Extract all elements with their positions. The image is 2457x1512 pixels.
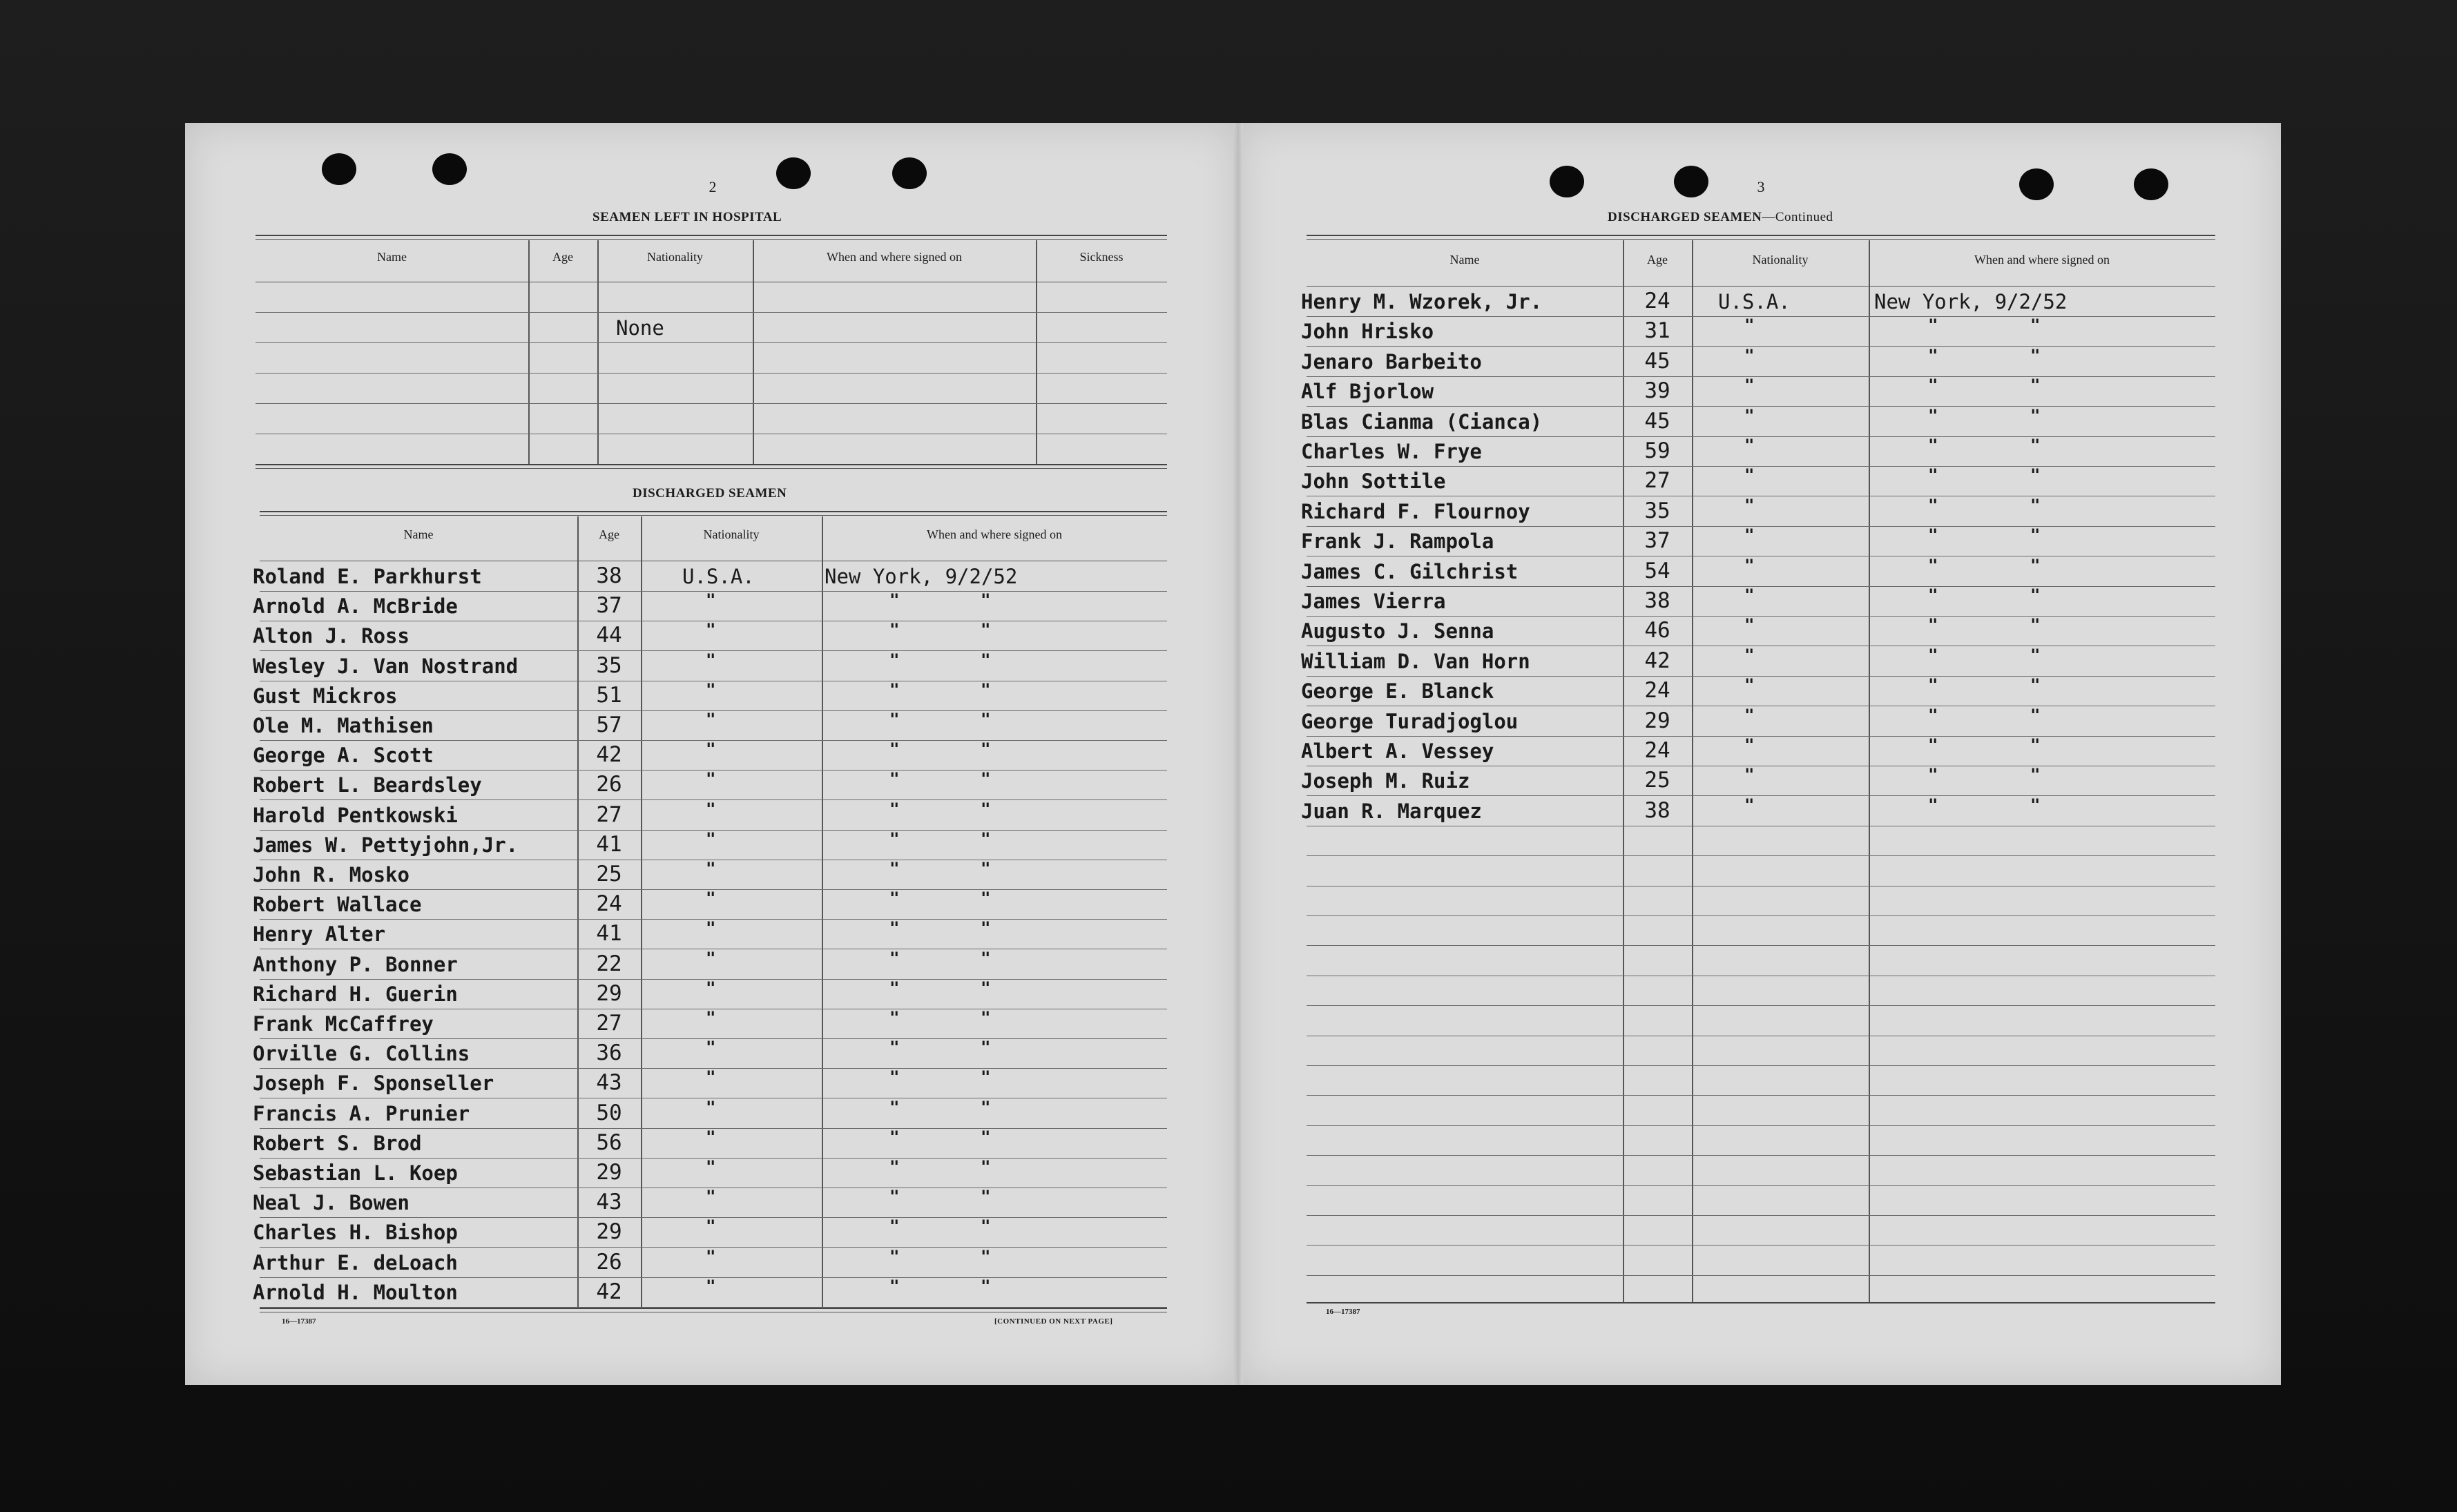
hospital-header-sickness: Sickness [1079,250,1124,264]
seaman-age: 31 [1644,318,1670,343]
punch-hole [892,157,927,189]
ditto-mark: " [2030,556,2041,575]
seaman-age: 26 [596,1250,622,1274]
ditto-mark: " [1928,556,1938,575]
ditto-mark: " [981,859,991,878]
ditto-mark: " [1928,646,1938,665]
ditto-mark: " [981,1127,991,1147]
ditto-mark: " [1744,585,1755,605]
seaman-age: 29 [596,1160,622,1185]
ditto-mark: " [889,1008,900,1027]
seaman-age: 42 [1644,648,1670,673]
ditto-mark: " [2030,465,2041,485]
seaman-name: Albert A. Vessey [1301,739,1494,763]
ditto-mark: " [889,680,900,699]
ditto-mark: " [2030,646,2041,665]
ditto-mark: " [981,769,991,788]
ditto-mark: " [706,590,716,610]
ditto-mark: " [981,620,991,639]
seaman-name: James Vierra [1301,590,1446,613]
punch-hole [322,153,356,185]
seaman-signed-on: New York, 9/2/52 [1874,290,2068,313]
form-number: 16—17387 [282,1317,316,1326]
ditto-mark: " [981,1247,991,1266]
ditto-mark: " [981,1217,991,1236]
ditto-mark: " [889,1098,900,1117]
seaman-name: John Sottile [1301,469,1446,493]
ditto-mark: " [706,1217,716,1236]
seaman-nationality: U.S.A. [1718,290,1791,313]
seaman-name: George A. Scott [253,744,434,767]
seaman-name: George Turadjoglou [1301,710,1519,733]
row-line [1307,526,2215,527]
row-line [1307,945,2215,946]
seaman-name: Richard F. Flournoy [1301,500,1530,523]
ditto-mark: " [981,1157,991,1176]
discharged-continued-title-main: DISCHARGED SEAMEN [1608,210,1762,224]
seaman-name: James C. Gilchrist [1301,560,1519,583]
ditto-mark: " [706,769,716,788]
punch-hole [2134,168,2168,200]
ditto-mark: " [981,1008,991,1027]
row-line [1307,1155,2215,1156]
ditto-mark: " [1928,585,1938,605]
ditto-mark: " [1928,406,1938,425]
seaman-name: Robert Wallace [253,893,422,916]
ditto-mark: " [706,1008,716,1027]
ditto-mark: " [889,769,900,788]
seaman-age: 59 [1644,438,1670,463]
seaman-name: Alton J. Ross [253,624,410,648]
ditto-mark: " [981,1187,991,1206]
ditto-mark: " [1928,795,1938,815]
ditto-mark: " [981,799,991,819]
ditto-mark: " [706,680,716,699]
ditto-mark: " [889,1067,900,1087]
ditto-mark: " [2030,406,2041,425]
row-line [1307,676,2215,677]
ditto-mark: " [981,1277,991,1296]
row-line [1307,915,2215,916]
hospital-header-nationality: Nationality [647,250,703,264]
ditto-mark: " [889,949,900,968]
ditto-mark: " [889,1217,900,1236]
seaman-name: Henry Alter [253,922,386,946]
punch-hole [1674,166,1708,197]
seaman-name: Joseph F. Sponseller [253,1072,494,1095]
seaman-age: 24 [1644,678,1670,703]
right-header-signed-on: When and where signed on [1974,253,2110,266]
ditto-mark: " [706,1187,716,1206]
seaman-age: 29 [1644,708,1670,733]
ditto-mark: " [981,1038,991,1057]
seaman-name: Frank J. Rampola [1301,530,1494,553]
seaman-age: 35 [596,653,622,678]
hospital-row-line [256,373,1167,374]
seaman-name: John R. Mosko [253,863,410,886]
form-number: 16—17387 [1326,1308,1360,1316]
seaman-age: 45 [1644,349,1670,374]
hospital-header-signed-on: When and where signed on [827,250,962,264]
seaman-name: Henry M. Wzorek, Jr. [1301,290,1543,313]
seaman-age: 39 [1644,378,1670,403]
ditto-mark: " [889,978,900,998]
seaman-age: 37 [596,593,622,618]
page-number: 2 [709,178,717,195]
ditto-mark: " [981,1067,991,1087]
hospital-bottom-rule-2 [256,468,1167,469]
ditto-mark: " [889,1187,900,1206]
hospital-top-rule-2 [256,239,1167,240]
hospital-row-line [256,403,1167,404]
ditto-mark: " [1744,675,1755,695]
hospital-col-divider [597,240,599,464]
ditto-mark: " [981,889,991,908]
row-line [1307,406,2215,407]
right-bottom-rule [1307,1302,2215,1303]
ditto-mark: " [706,1277,716,1296]
ditto-mark: " [2030,496,2041,515]
seaman-age: 35 [1644,498,1670,523]
ditto-mark: " [1928,615,1938,634]
hospital-col-divider [753,240,754,464]
row-line [1307,586,2215,587]
ditto-mark: " [1928,316,1938,335]
ditto-mark: " [889,739,900,759]
seaman-name: John Hrisko [1301,320,1434,343]
ditto-mark: " [1928,346,1938,365]
seaman-age: 54 [1644,559,1670,583]
ditto-mark: " [1928,706,1938,725]
ditto-mark: " [981,680,991,699]
seaman-age: 42 [596,1279,622,1304]
ditto-mark: " [706,1127,716,1147]
row-line [1307,1275,2215,1276]
row-line [1307,736,2215,737]
right-col-divider [1692,240,1693,1302]
seaman-age: 24 [596,891,622,916]
seaman-age: 29 [596,1219,622,1244]
seaman-name: Augusto J. Senna [1301,619,1494,643]
right-header-rule [1307,286,2215,287]
right-col-divider [1869,240,1870,1302]
ditto-mark: " [2030,615,2041,634]
discharged-col-divider [641,516,642,1308]
punch-hole [776,157,811,189]
seaman-name: Robert S. Brod [253,1132,422,1155]
ditto-mark: " [889,620,900,639]
seaman-name: Gust Mickros [253,684,398,708]
ditto-mark: " [706,1098,716,1117]
hospital-header-age: Age [552,250,573,264]
ditto-mark: " [2030,436,2041,455]
seaman-name: Charles H. Bishop [253,1221,458,1244]
ditto-mark: " [981,590,991,610]
seaman-age: 24 [1644,289,1670,313]
row-line [1307,376,2215,377]
ditto-mark: " [2030,735,2041,755]
ditto-mark: " [889,918,900,938]
ditto-mark: " [1928,496,1938,515]
ditto-mark: " [1928,765,1938,784]
seaman-name: William D. Van Horn [1301,650,1530,673]
ditto-mark: " [706,650,716,670]
seaman-name: Alf Bjorlow [1301,380,1434,403]
ditto-mark: " [981,918,991,938]
ditto-mark: " [706,829,716,849]
seaman-name: Sebastian L. Koep [253,1161,458,1185]
hospital-col-divider [528,240,530,464]
ditto-mark: " [1744,376,1755,395]
discharged-continued-title-suffix: —Continued [1762,210,1833,224]
row-line [1307,436,2215,437]
ditto-mark: " [1744,316,1755,335]
ditto-mark: " [1744,706,1755,725]
punch-hole [432,153,467,185]
ditto-mark: " [1744,765,1755,784]
seaman-age: 25 [596,862,622,886]
seaman-age: 56 [596,1130,622,1155]
ditto-mark: " [889,1127,900,1147]
right-header-nationality: Nationality [1752,253,1809,266]
ditto-mark: " [1744,465,1755,485]
seaman-name: Arthur E. deLoach [253,1251,458,1274]
seaman-age: 22 [596,951,622,976]
punch-hole [1550,166,1584,197]
ditto-mark: " [2030,765,2041,784]
seaman-name: Robert L. Beardsley [253,773,482,797]
ditto-mark: " [981,829,991,849]
row-line [1307,1005,2215,1006]
seaman-name: Richard H. Guerin [253,982,458,1006]
ditto-mark: " [706,949,716,968]
row-line [1307,1245,2215,1246]
ditto-mark: " [706,1247,716,1266]
seaman-name: Ole M. Mathisen [253,714,434,737]
row-line [1307,1125,2215,1126]
seaman-name: Arnold H. Moulton [253,1281,458,1304]
ditto-mark: " [706,799,716,819]
seaman-age: 42 [596,742,622,767]
row-line [1307,346,2215,347]
discharged-top-rule-2 [260,515,1167,516]
seaman-name: Francis A. Prunier [253,1102,470,1125]
ditto-mark: " [2030,525,2041,545]
ditto-mark: " [1928,525,1938,545]
seaman-age: 38 [1644,588,1670,613]
seaman-age: 43 [596,1070,622,1095]
ditto-mark: " [981,978,991,998]
seaman-name: Charles W. Frye [1301,440,1482,463]
row-line [1307,1185,2215,1186]
ditto-mark: " [1744,496,1755,515]
ditto-mark: " [1744,735,1755,755]
hospital-top-rule [256,235,1167,236]
ditto-mark: " [2030,316,2041,335]
ditto-mark: " [706,918,716,938]
seaman-name: Jenaro Barbeito [1301,350,1482,374]
punch-hole [2019,168,2054,200]
ditto-mark: " [706,978,716,998]
ditto-mark: " [981,949,991,968]
ditto-mark: " [1744,615,1755,634]
ditto-mark: " [1928,465,1938,485]
ditto-mark: " [981,1098,991,1117]
ditto-mark: " [1744,525,1755,545]
discharged-col-divider [822,516,823,1308]
ditto-mark: " [889,799,900,819]
seaman-age: 46 [1644,618,1670,643]
discharged-header-age: Age [599,527,619,541]
ditto-mark: " [889,859,900,878]
ditto-mark: " [889,1038,900,1057]
hospital-section-title: SEAMEN LEFT IN HOSPITAL [592,210,782,224]
ditto-mark: " [1744,646,1755,665]
ditto-mark: " [706,859,716,878]
seaman-age: 36 [596,1040,622,1065]
ditto-mark: " [706,1157,716,1176]
discharged-header-name: Name [403,527,434,541]
seaman-age: 27 [596,802,622,827]
seaman-age: 38 [596,563,622,588]
hospital-row-line [256,342,1167,343]
ditto-mark: " [889,1157,900,1176]
ditto-mark: " [889,1247,900,1266]
page-number: 3 [1757,178,1765,195]
seaman-name: Wesley J. Van Nostrand [253,655,519,678]
ditto-mark: " [2030,346,2041,365]
right-top-rule-2 [1307,239,2215,240]
seaman-name: Arnold A. McBride [253,594,458,618]
seaman-age: 44 [596,623,622,648]
discharged-top-rule [260,511,1167,512]
row-line [1307,1215,2215,1216]
seaman-age: 37 [1644,528,1670,553]
seaman-age: 27 [1644,468,1670,493]
ditto-mark: " [1928,735,1938,755]
ditto-mark: " [889,1277,900,1296]
seaman-age: 38 [1644,798,1670,823]
ditto-mark: " [706,739,716,759]
seaman-nationality: U.S.A. [682,565,755,588]
discharged-bottom-rule [260,1308,1167,1309]
seaman-age: 51 [596,683,622,708]
page-fold [1233,123,1243,1385]
ditto-mark: " [889,829,900,849]
seaman-age: 41 [596,832,622,857]
discharged-header-signed-on: When and where signed on [927,527,1062,541]
seaman-age: 27 [596,1011,622,1036]
ditto-mark: " [889,710,900,729]
row-line [1307,855,2215,856]
ditto-mark: " [1744,406,1755,425]
seaman-name: Anthony P. Bonner [253,953,458,976]
seaman-signed-on: New York, 9/2/52 [825,565,1018,588]
ditto-mark: " [2030,795,2041,815]
ditto-mark: " [981,710,991,729]
seaman-name: Joseph M. Ruiz [1301,769,1470,793]
ditto-mark: " [1928,376,1938,395]
right-top-rule [1307,235,2215,236]
seaman-name: Blas Cianma (Cianca) [1301,410,1543,434]
seaman-name: Harold Pentkowski [253,804,458,827]
ditto-mark: " [706,1038,716,1057]
ditto-mark: " [1744,346,1755,365]
ditto-mark: " [889,590,900,610]
ditto-mark: " [1928,436,1938,455]
seaman-age: 45 [1644,409,1670,434]
discharged-section-title: DISCHARGED SEAMEN [633,486,787,501]
seaman-age: 50 [596,1101,622,1125]
seaman-age: 41 [596,921,622,946]
ditto-mark: " [706,1067,716,1087]
ditto-mark: " [706,889,716,908]
ditto-mark: " [889,650,900,670]
hospital-row-line [256,312,1167,313]
seaman-name: Frank McCaffrey [253,1012,434,1036]
ditto-mark: " [2030,585,2041,605]
ditto-mark: " [2030,675,2041,695]
ditto-mark: " [981,650,991,670]
ditto-mark: " [1744,436,1755,455]
discharged-continued-title [1608,210,1833,225]
seaman-name: Juan R. Marquez [1301,799,1482,823]
ditto-mark: " [981,739,991,759]
discharged-header-nationality: Nationality [703,527,760,541]
seaman-age: 57 [596,713,622,737]
ditto-mark: " [2030,706,2041,725]
row-line [1307,466,2215,467]
ditto-mark: " [1744,556,1755,575]
row-line [1307,616,2215,617]
ditto-mark: " [706,620,716,639]
hospital-entry: None [616,316,664,340]
seaman-age: 29 [596,981,622,1006]
seaman-name: Orville G. Collins [253,1042,470,1065]
ditto-mark: " [706,710,716,729]
continued-note: [CONTINUED ON NEXT PAGE] [994,1317,1113,1326]
ditto-mark: " [1744,795,1755,815]
seaman-age: 25 [1644,768,1670,793]
seaman-name: James W. Pettyjohn,Jr. [253,833,519,857]
seaman-age: 26 [596,772,622,797]
right-header-age: Age [1647,253,1668,266]
row-line [1307,1095,2215,1096]
row-line [1307,795,2215,796]
ditto-mark: " [889,889,900,908]
seaman-age: 24 [1644,738,1670,763]
seaman-age: 43 [596,1190,622,1214]
hospital-bottom-rule [256,464,1167,465]
right-header-name: Name [1449,253,1480,266]
seaman-name: Roland E. Parkhurst [253,565,482,588]
seaman-name: Neal J. Bowen [253,1191,410,1214]
hospital-header-name: Name [377,250,407,264]
row-line [1307,316,2215,317]
ditto-mark: " [1928,675,1938,695]
row-line [1307,1065,2215,1066]
seaman-name: George E. Blanck [1301,679,1494,703]
hospital-col-divider [1036,240,1037,464]
ditto-mark: " [2030,376,2041,395]
